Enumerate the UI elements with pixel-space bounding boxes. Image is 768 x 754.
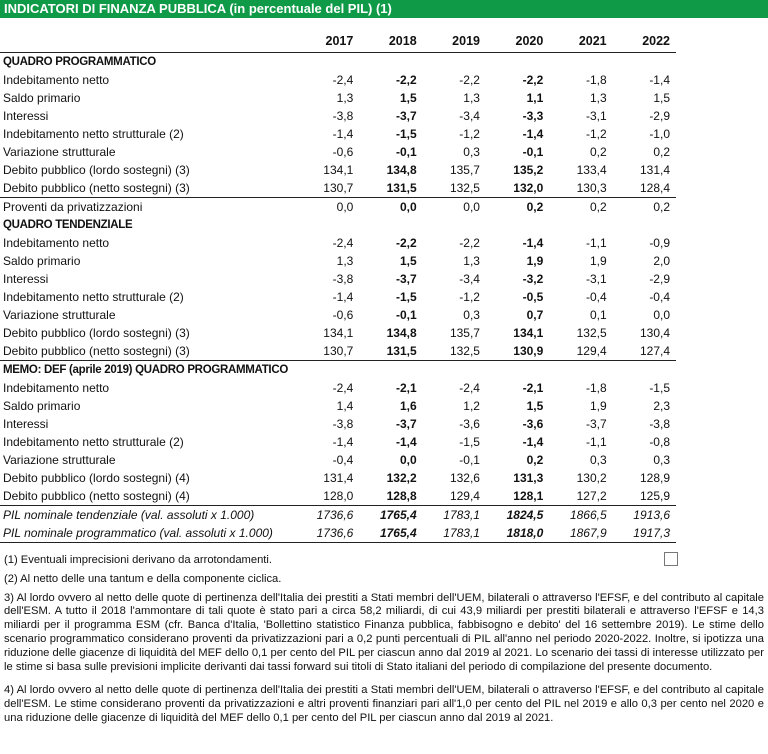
table-row <box>0 397 676 415</box>
value-cell: 1866,5 <box>549 506 612 525</box>
value-cell: -0,1 <box>459 453 480 467</box>
table-row <box>0 234 676 252</box>
table-row <box>0 143 676 161</box>
value-cell: -0,4 <box>585 290 607 304</box>
value-cell: -3,4 <box>459 109 480 123</box>
value-cell: 0,2 <box>613 198 676 217</box>
value-cell: -1,1 <box>585 435 607 449</box>
value-cell: 134,8 <box>386 326 417 340</box>
table-row <box>0 433 676 451</box>
value-cell: -2,2 <box>395 73 417 87</box>
value-cell: -1,8 <box>585 381 607 395</box>
value-cell: 1,2 <box>463 399 480 413</box>
value-cell: 132,0 <box>513 181 544 195</box>
row-label: Debito pubblico (lordo sostegni) (3) <box>3 326 190 340</box>
value-cell: 0,0 <box>399 453 417 467</box>
value-cell: 0,0 <box>359 198 422 217</box>
footnotes <box>4 554 764 726</box>
value-cell: 132,5 <box>576 326 607 340</box>
value-cell: 0,3 <box>463 145 480 159</box>
value-cell: 1,3 <box>463 254 480 268</box>
value-cell: 128,1 <box>513 489 544 503</box>
row-label: Saldo primario <box>3 91 81 105</box>
row-label: Saldo primario <box>3 254 81 268</box>
value-cell: 1,9 <box>526 254 544 268</box>
value-cell: 1,4 <box>336 399 354 413</box>
row-label: Debito pubblico (netto sostegni) (4) <box>3 489 190 503</box>
value-cell: 135,2 <box>513 163 544 177</box>
year-header: 2021 <box>549 30 612 53</box>
value-cell: -1,2 <box>585 127 607 141</box>
table-title: INDICATORI DI FINANZA PUBBLICA (in percentuale del PIL) (1) <box>0 0 768 18</box>
value-cell: -2,2 <box>395 236 417 250</box>
pil-row <box>0 524 676 543</box>
value-cell: 0,2 <box>486 198 549 217</box>
value-cell: 135,7 <box>449 326 480 340</box>
value-cell: 131,5 <box>386 344 417 358</box>
value-cell: -2,1 <box>395 381 417 395</box>
value-cell: -2,2 <box>459 73 480 87</box>
row-label: Interessi <box>3 417 49 431</box>
year-header: 2019 <box>423 30 486 53</box>
value-cell: 1783,1 <box>423 524 486 543</box>
value-cell: -3,3 <box>522 109 544 123</box>
value-cell: 0,2 <box>589 145 607 159</box>
value-cell: 0,3 <box>653 453 670 467</box>
row-label: Interessi <box>3 109 49 123</box>
value-cell: -0,6 <box>332 145 354 159</box>
value-cell: -1,5 <box>395 290 417 304</box>
value-cell: 132,5 <box>449 181 480 195</box>
value-cell: -3,8 <box>332 109 354 123</box>
value-cell: 1765,4 <box>359 524 422 543</box>
row-label: Indebitamento netto strutturale (2) <box>3 127 184 141</box>
value-cell: -2,1 <box>522 381 544 395</box>
value-cell: -3,4 <box>459 272 480 286</box>
value-cell: 0,0 <box>653 308 670 322</box>
value-cell: 128,4 <box>639 181 670 195</box>
table-row <box>0 469 676 487</box>
header-label-cell <box>0 30 296 53</box>
value-cell: -1,2 <box>459 290 480 304</box>
row-label: Indebitamento netto <box>3 381 110 395</box>
value-cell: 134,1 <box>323 326 354 340</box>
value-cell: -0,1 <box>395 308 417 322</box>
value-cell: -1,0 <box>649 127 670 141</box>
table-row <box>0 179 676 198</box>
value-cell: 1,9 <box>589 254 607 268</box>
value-cell: -2,2 <box>522 73 544 87</box>
value-cell: 0,3 <box>589 453 607 467</box>
value-cell: -0,1 <box>395 145 417 159</box>
value-cell: 134,1 <box>513 326 544 340</box>
value-cell: 129,4 <box>449 489 480 503</box>
row-label: Indebitamento netto <box>3 236 110 250</box>
year-header: 2018 <box>359 30 422 53</box>
value-cell: 0,0 <box>423 198 486 217</box>
value-cell: 131,5 <box>386 181 417 195</box>
value-cell: 1,5 <box>399 254 417 268</box>
value-cell: 1765,4 <box>359 506 422 525</box>
value-cell: -2,9 <box>649 272 670 286</box>
value-cell: -2,4 <box>332 381 354 395</box>
year-header-row <box>0 30 676 53</box>
table-row <box>0 306 676 324</box>
row-label: Indebitamento netto <box>3 73 110 87</box>
value-cell: -0,4 <box>649 290 670 304</box>
value-cell: 134,8 <box>386 163 417 177</box>
value-cell: 1,5 <box>653 91 670 105</box>
table-row <box>0 324 676 342</box>
row-label: PIL nominale tendenziale (val. assoluti x 1.000) <box>0 506 296 525</box>
value-cell: -1,4 <box>332 127 354 141</box>
value-cell: -0,6 <box>332 308 354 322</box>
row-label: Debito pubblico (lordo sostegni) (4) <box>3 471 190 485</box>
value-cell: -1,5 <box>649 381 670 395</box>
value-cell: -3,2 <box>522 272 544 286</box>
value-cell: 1818,0 <box>486 524 549 543</box>
value-cell: 1,5 <box>526 399 544 413</box>
table-row <box>0 415 676 433</box>
value-cell: -1,4 <box>649 73 670 87</box>
table-row <box>0 451 676 469</box>
value-cell: 0,2 <box>653 145 670 159</box>
value-cell: 129,4 <box>576 344 607 358</box>
value-cell: -1,4 <box>522 127 544 141</box>
footnote: 3) Al lordo ovvero al netto delle quote di pertinenza dell'Italia dei prestiti a Stati membri dell'UEM, bilaterali o attraverso l'EFSF, e del contributo al capitale dell'ESM. A tutto il 2018 l'ammontare di tali quote è stato pari a circa 58,2 miliardi, di cui 43,9 miliardi per prestiti bilaterali e attraverso l'EFSF e 14,3 miliardi per il programma ESM (cfr. Banca d'Italia, 'Bollettino statistico Finanza pubblica, fabbisogno e debito' del 16 settembre 2019). Le stime dello scenario programmatico considerano proventi da privatizzazioni pari a 0,2 punti percentuali di PIL all'anno nel periodo 2020-2022. Inoltre, si ipotizza una riduzione delle giacenze di liquidità del MEF dello 0,1 per cento del PIL per ciascun anno dal 2019 al 2021. Lo scenario dei tassi di interesse utilizzato per le stime si basa sulle previsioni implicite derivanti dai tassi forward sui titoli di Stato italiani del periodo di compilazione del presente documento. <box>4 591 764 673</box>
row-label: PIL nominale programmatico (val. assoluti x 1.000) <box>0 524 296 543</box>
value-cell: 132,6 <box>449 471 480 485</box>
value-cell: -2,4 <box>459 381 480 395</box>
section-heading-row <box>0 53 676 72</box>
value-cell: 1736,6 <box>296 506 359 525</box>
section-heading-row <box>0 216 676 234</box>
value-cell: -1,4 <box>522 236 544 250</box>
table-row <box>0 288 676 306</box>
value-cell: -0,8 <box>649 435 670 449</box>
value-cell: 2,3 <box>653 399 670 413</box>
value-cell: 130,9 <box>513 344 544 358</box>
section-heading-row <box>0 361 676 380</box>
value-cell: -3,7 <box>585 417 607 431</box>
table-row <box>0 252 676 270</box>
footnote: (1) Eventuali imprecisioni derivano da arrotondamenti. <box>4 554 273 566</box>
value-cell: -3,7 <box>395 272 417 286</box>
value-cell: -3,7 <box>395 109 417 123</box>
value-cell: 1867,9 <box>549 524 612 543</box>
value-cell: 1913,6 <box>613 506 676 525</box>
value-cell: 132,5 <box>449 344 480 358</box>
value-cell: 2,0 <box>653 254 670 268</box>
row-label: Debito pubblico (netto sostegni) (3) <box>3 344 190 358</box>
value-cell: -3,6 <box>459 417 480 431</box>
value-cell: -1,2 <box>459 127 480 141</box>
finance-indicators-table <box>0 30 676 543</box>
value-cell: -0,9 <box>649 236 670 250</box>
section-heading: MEMO: DEF (aprile 2019) QUADRO PROGRAMMATICO <box>0 361 676 380</box>
value-cell: -1,4 <box>332 290 354 304</box>
table-row <box>0 71 676 89</box>
value-cell: 1824,5 <box>486 506 549 525</box>
value-cell: -3,8 <box>649 417 670 431</box>
value-cell: 128,0 <box>323 489 354 503</box>
value-cell: 130,4 <box>639 326 670 340</box>
value-cell: 1,1 <box>526 91 544 105</box>
value-cell: 1,3 <box>463 91 480 105</box>
value-cell: 0,1 <box>589 308 607 322</box>
footnote: 4) Al lordo ovvero al netto delle quote di pertinenza dell'Italia dei prestiti a Stati membri dell'UEM, bilaterali o attraverso l'EFSF, e del contributo al capitale dell'ESM. Le stime considerano proventi da privatizzazioni e altri proventi finanziari pari all'1,0 per cento del PIL nel 2019 e allo 0,3 per cento nel 2020 e una riduzione delle giacenze di liquidità del MEF dello 0,1 per cento del PIL per ciascun anno dal 2019 al 2021. <box>4 684 764 724</box>
value-cell: 125,9 <box>639 489 670 503</box>
value-cell: -0,5 <box>522 290 544 304</box>
value-cell: 135,7 <box>449 163 480 177</box>
value-cell: 0,0 <box>296 198 359 217</box>
row-label: Variazione strutturale <box>3 145 116 159</box>
table-row <box>0 125 676 143</box>
value-cell: -2,4 <box>332 236 354 250</box>
value-cell: -1,5 <box>459 435 480 449</box>
value-cell: -2,2 <box>459 236 480 250</box>
value-cell: -3,1 <box>585 272 607 286</box>
value-cell: 134,1 <box>323 163 354 177</box>
value-cell: 127,2 <box>576 489 607 503</box>
value-cell: 1,3 <box>589 91 607 105</box>
value-cell: -3,8 <box>332 272 354 286</box>
value-cell: 128,8 <box>386 489 417 503</box>
value-cell: 0,2 <box>549 198 612 217</box>
value-cell: -1,8 <box>585 73 607 87</box>
value-cell: 131,4 <box>323 471 354 485</box>
row-label: Indebitamento netto strutturale (2) <box>3 435 184 449</box>
row-label: Interessi <box>3 272 49 286</box>
value-cell: -3,1 <box>585 109 607 123</box>
value-cell: 132,2 <box>386 471 417 485</box>
table-row <box>0 342 676 361</box>
footnote: (2) Al netto delle una tantum e della componente ciclica. <box>4 572 282 585</box>
value-cell: 1,3 <box>336 91 354 105</box>
value-cell: 130,7 <box>323 344 354 358</box>
value-cell: 0,2 <box>526 453 544 467</box>
value-cell: -3,6 <box>522 417 544 431</box>
value-cell: 1917,3 <box>613 524 676 543</box>
value-cell: 1,3 <box>336 254 354 268</box>
value-cell: 1736,6 <box>296 524 359 543</box>
table-row <box>0 198 676 217</box>
value-cell: -2,4 <box>332 73 354 87</box>
value-cell: 127,4 <box>639 344 670 358</box>
table-row <box>0 270 676 288</box>
row-label: Proventi da privatizzazioni <box>0 198 296 217</box>
value-cell: -1,5 <box>395 127 417 141</box>
value-cell: -1,4 <box>395 435 417 449</box>
year-header: 2017 <box>296 30 359 53</box>
value-cell: 130,3 <box>576 181 607 195</box>
value-cell: 1,9 <box>589 399 607 413</box>
value-cell: -0,4 <box>332 453 354 467</box>
value-cell: 131,3 <box>513 471 544 485</box>
section-heading: QUADRO PROGRAMMATICO <box>3 56 156 68</box>
value-cell: 130,2 <box>576 471 607 485</box>
value-cell: -3,8 <box>332 417 354 431</box>
year-header: 2022 <box>613 30 676 53</box>
section-heading: QUADRO TENDENZIALE <box>3 219 133 231</box>
table-row <box>0 379 676 397</box>
value-cell: 0,3 <box>463 308 480 322</box>
value-cell: 133,4 <box>576 163 607 177</box>
row-label: Saldo primario <box>3 399 81 413</box>
table-row <box>0 89 676 107</box>
value-cell: 128,9 <box>639 471 670 485</box>
value-cell: 130,7 <box>323 181 354 195</box>
row-label: Variazione strutturale <box>3 308 116 322</box>
value-cell: 1783,1 <box>423 506 486 525</box>
value-cell: -1,4 <box>522 435 544 449</box>
year-header: 2020 <box>486 30 549 53</box>
value-cell: 1,5 <box>399 91 417 105</box>
row-label: Indebitamento netto strutturale (2) <box>3 290 184 304</box>
table-row <box>0 107 676 125</box>
table-row <box>0 161 676 179</box>
table-row <box>0 487 676 506</box>
pil-row <box>0 506 676 525</box>
row-label: Variazione strutturale <box>3 453 116 467</box>
value-cell: -2,9 <box>649 109 670 123</box>
row-label: Debito pubblico (netto sostegni) (3) <box>3 181 190 195</box>
value-cell: 1,6 <box>399 399 417 413</box>
value-cell: 131,4 <box>639 163 670 177</box>
value-cell: -0,1 <box>522 145 544 159</box>
row-label: Debito pubblico (lordo sostegni) (3) <box>3 163 190 177</box>
value-cell: -1,4 <box>332 435 354 449</box>
value-cell: -1,1 <box>585 236 607 250</box>
value-cell: -3,7 <box>395 417 417 431</box>
value-cell: 0,7 <box>526 308 544 322</box>
